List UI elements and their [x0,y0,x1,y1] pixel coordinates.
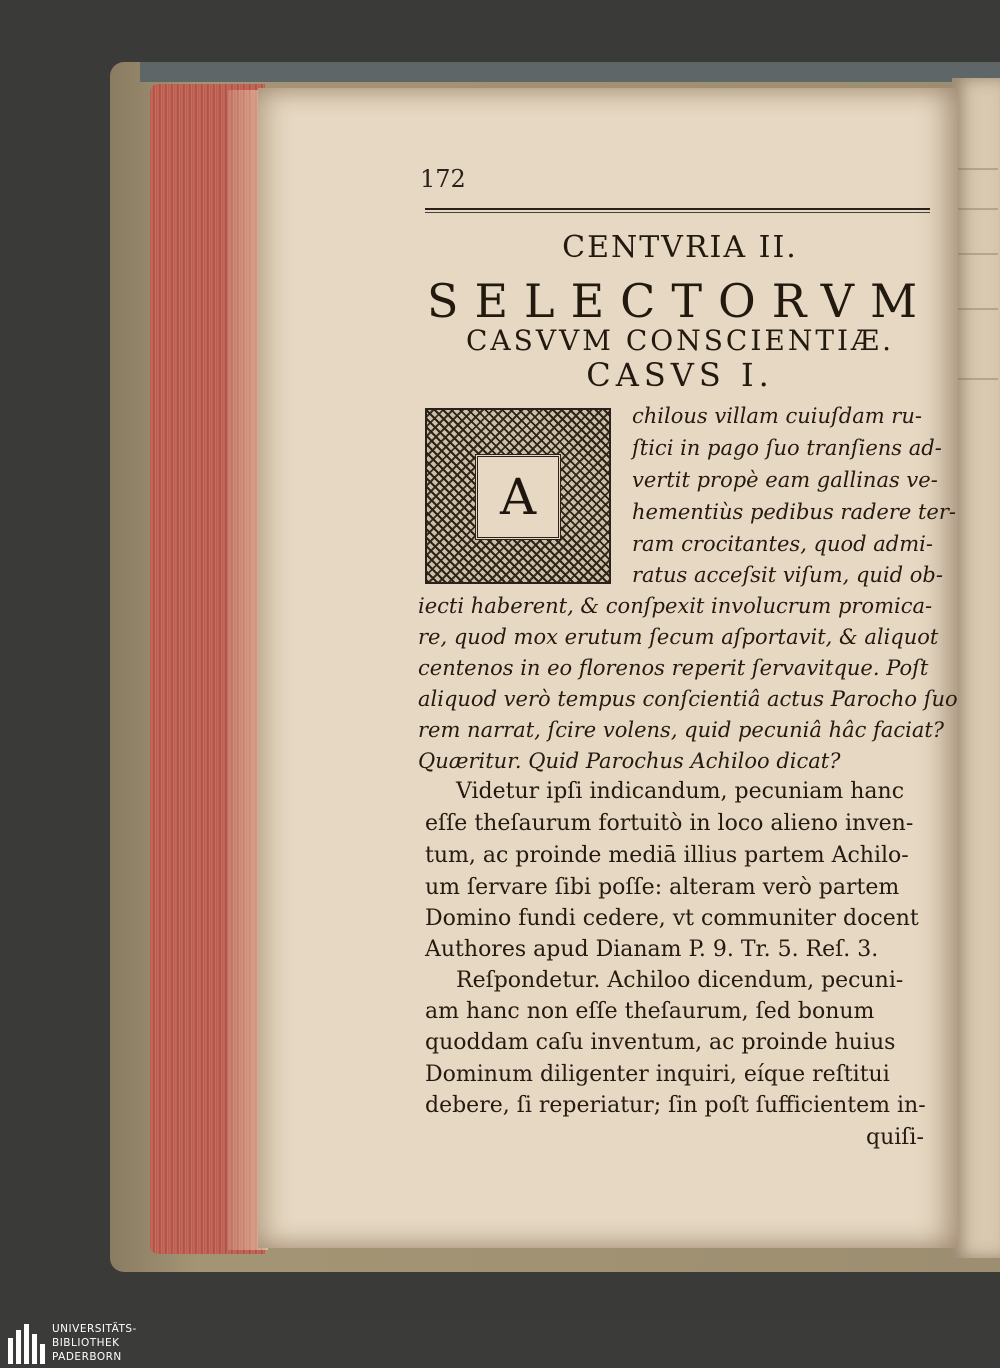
text-line: vertit propè eam gallinas ve- [632,468,938,492]
text-line: ſtici in pago ſuo tranſiens ad- [632,436,942,460]
facing-page-edge [952,78,1000,1258]
text-line: tum, ac proinde mediā illius partem Achilo- [425,843,909,868]
page-number: 172 [420,165,466,193]
text-line: Videtur ipſi indicandum, pecuniam hanc [456,779,905,804]
initial-letter: A [475,454,561,540]
text-line: chilous villam cuiuſdam ru- [632,404,922,428]
header-rule-secondary [425,212,930,213]
text-line: ram crocitantes, quod admi- [632,532,933,556]
text-line: quiſi- [866,1125,924,1150]
text-line: Domino fundi cedere, vt communiter docent [425,906,919,931]
text-line: am hanc non eſſe theſaurum, ſed bonum [425,999,875,1024]
text-line: quoddam caſu inventum, ac proinde huius [425,1030,896,1055]
header-rule [425,208,930,210]
decorated-initial [425,408,611,584]
heading-casuum: CASVVM CONSCIENTIÆ. [466,324,894,357]
heading-selectorum: SELECTORVM [426,274,934,328]
logo-line: BIBLIOTHEK [52,1337,120,1349]
text-line: aliquod verò tempus conſcientiâ actus Parocho ſuo [418,687,958,711]
text-line: Reſpondetur. Achiloo dicendum, pecuni- [456,968,904,993]
library-logo-text [52,1322,137,1364]
heading-centuria: CENTVRIA II. [562,230,798,265]
text-line: ratus acceſsit viſum, quid ob- [632,563,943,587]
text-line: hementiùs pedibus radere ter- [632,500,956,524]
cover-top-edge [140,62,1000,82]
text-line: centenos in eo florenos reperit ſervavitque. Poſt [418,656,929,680]
library-logo-icon [6,1324,46,1364]
text-line: Dominum diligenter inquiri, eíque reſtitui [425,1062,890,1087]
logo-line: PADERBORN [52,1351,122,1363]
text-line: debere, ſi reperiatur; ſin poſt ſufficientem in- [425,1093,926,1118]
text-line: eſſe theſaurum fortuitò in loco alieno inven- [425,811,914,836]
text-line: Quæritur. Quid Parochus Achiloo dicat? [418,749,841,773]
text-line: um ſervare ſibi poſſe: alteram verò partem [425,875,900,900]
text-line: re, quod mox erutum ſecum aſportavit, & aliquot [418,625,939,649]
logo-line: UNIVERSITÄTS- [52,1323,137,1335]
text-line: Authores apud Dianam P. 9. Tr. 5. Reſ. 3. [425,937,879,962]
heading-casus: CASVS I. [586,356,774,394]
footer-bar [0,1318,1000,1368]
text-line: rem narrat, ſcire volens, quid pecuniâ hâc faciat? [418,718,945,742]
text-line: iecti haberent, & conſpexit involucrum promica- [418,594,933,618]
